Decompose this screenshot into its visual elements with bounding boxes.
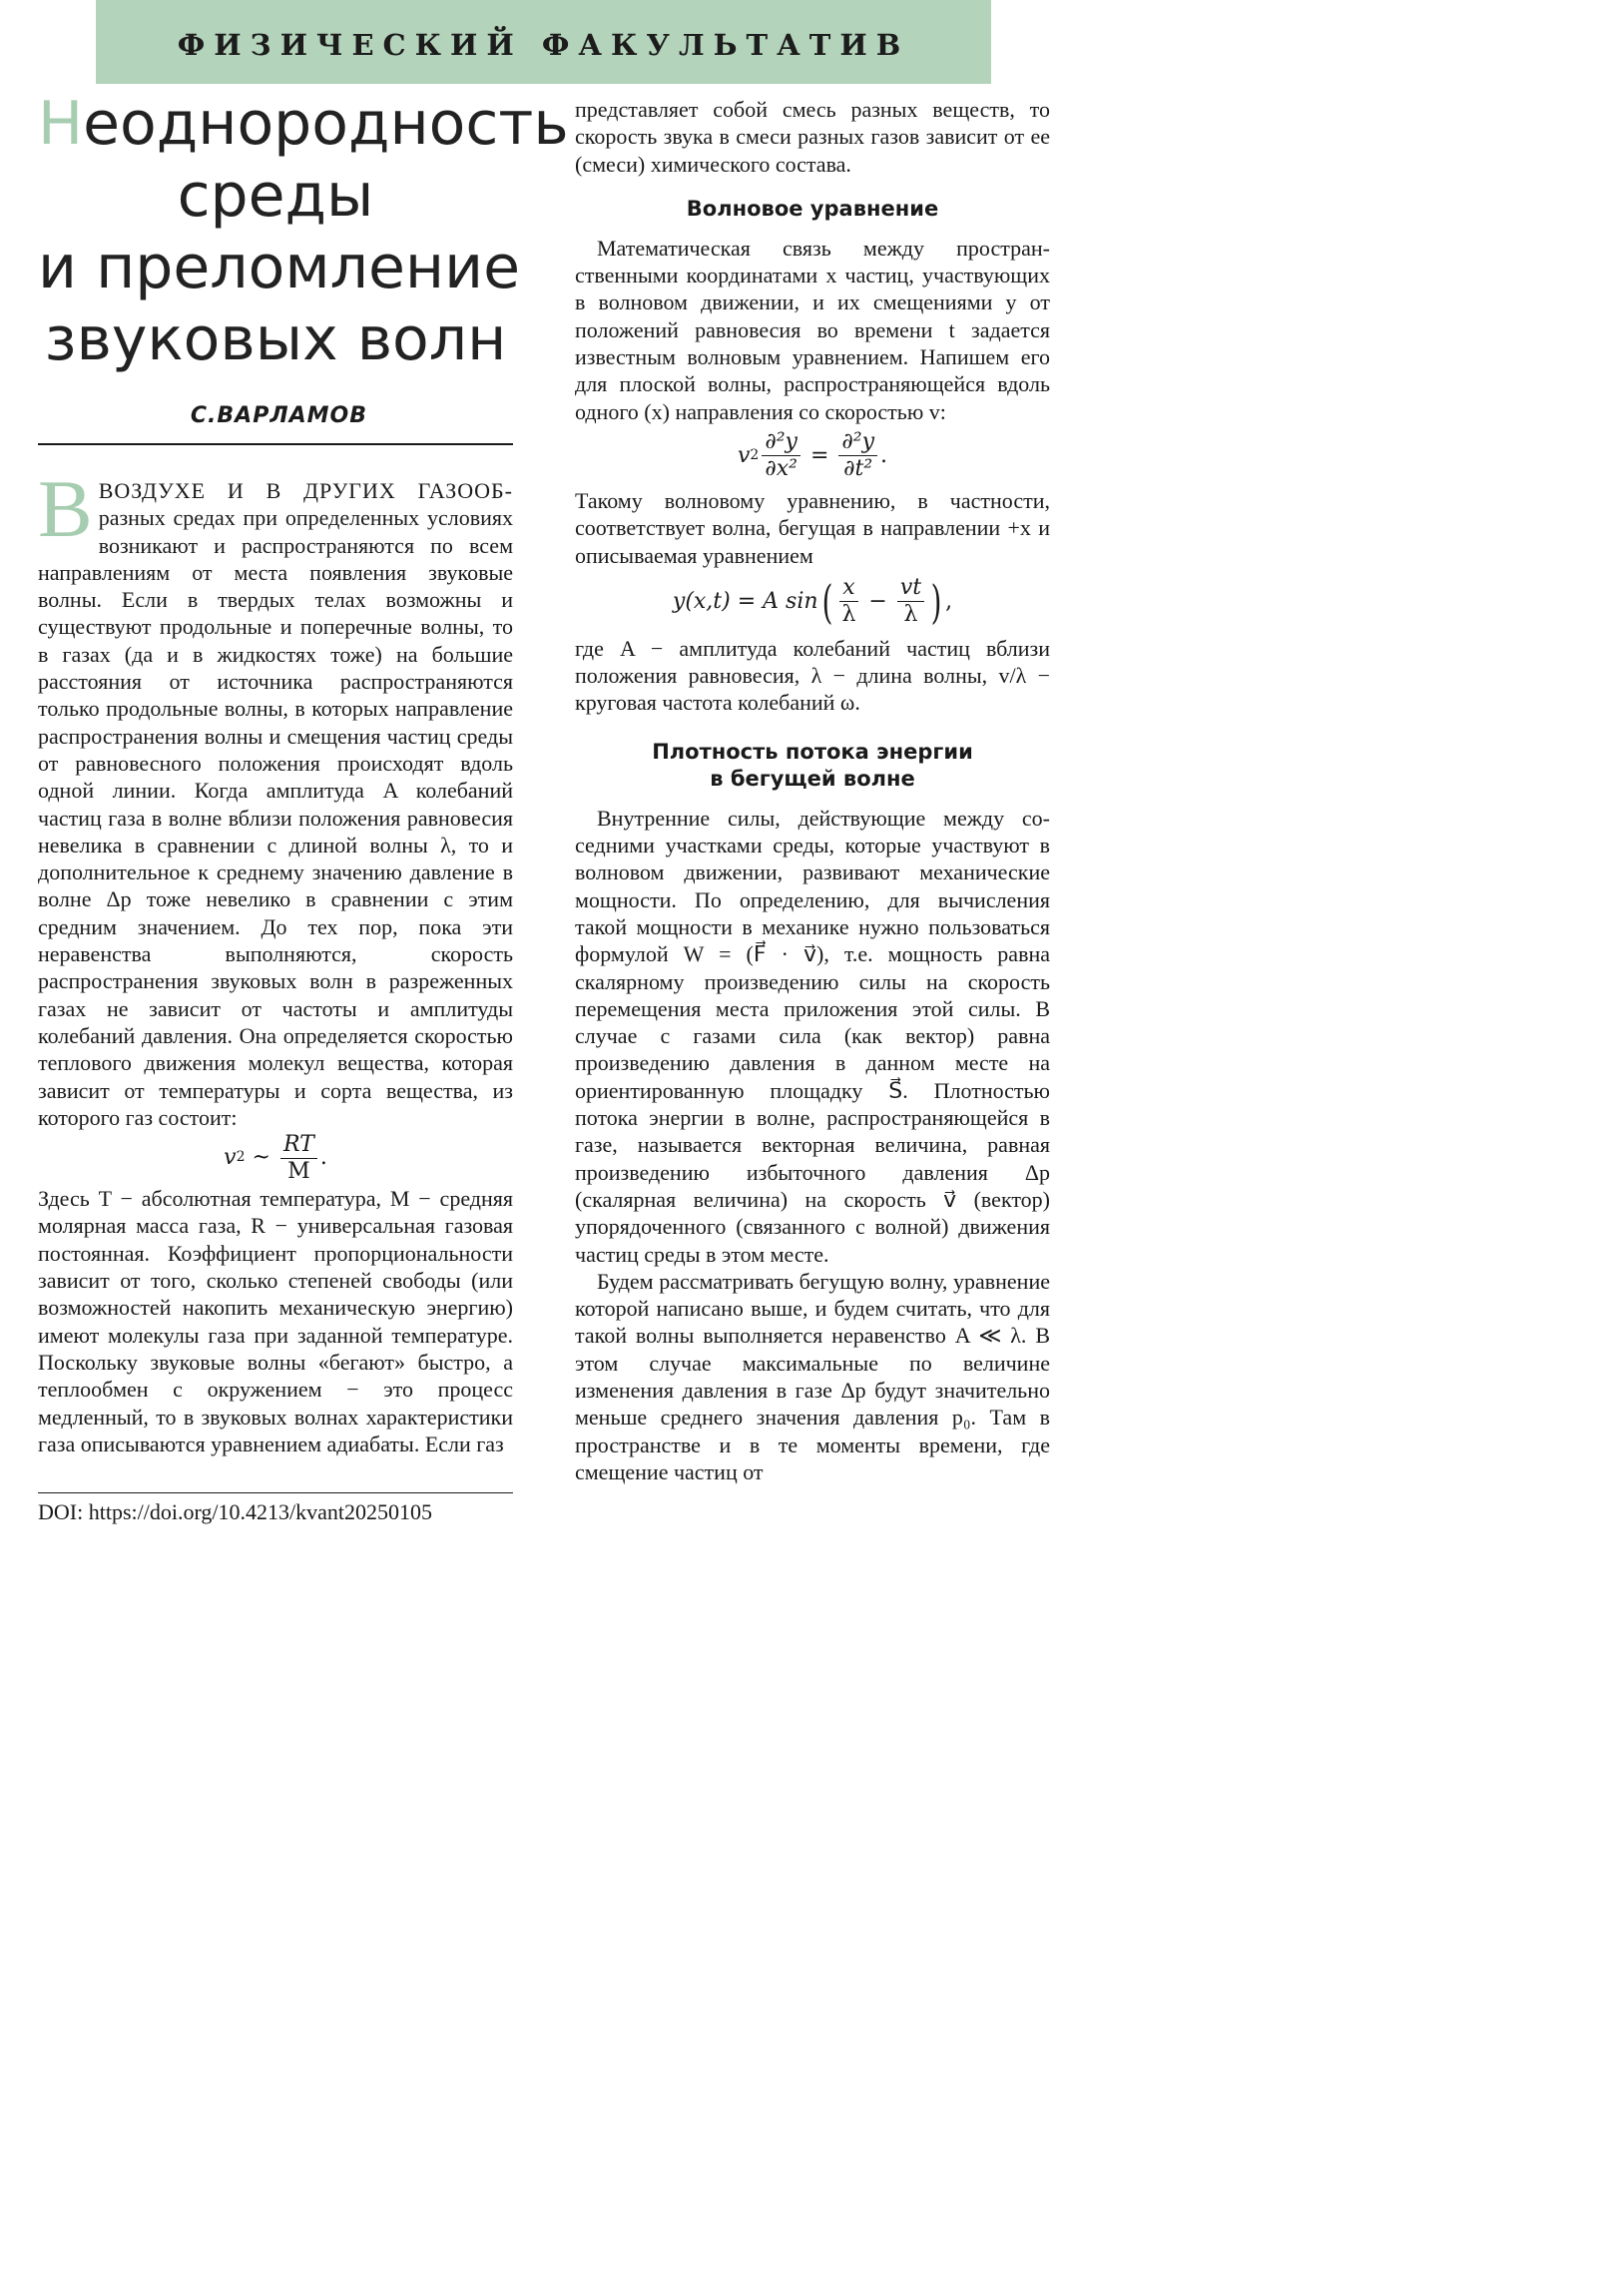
formula3-denominator-2: λ [903, 602, 918, 628]
title-line-4: звуковых волн [44, 304, 507, 374]
formula-wave-equation [575, 425, 1050, 487]
title-line-1 [38, 88, 569, 160]
formula2-end: . [880, 443, 888, 469]
heading-energy-flux-line-2: в бегущей волне [710, 766, 915, 791]
author-divider [38, 443, 513, 445]
formula2-lhs: v [737, 443, 751, 469]
formula-end: . [319, 1145, 327, 1171]
paragraph-wave-intro: Математическая связь между пространственными координатами x частиц, участвующих в волновом движении, и их смещениями y от положений равновесия во времени t задается известным волновым уравнением. Напишем его для плоской волны, распространяющейся вдоль одного (x) направления со скоростью v: [575, 235, 1050, 424]
formula3-end: , [945, 589, 953, 615]
paragraph-amplitude: где A − амплитуда колебаний частиц вблизи положения равновесия, λ − длина волны, v/λ − круговая частота колебаний ω. [575, 635, 1050, 716]
formula-sound-speed [38, 1131, 513, 1185]
formula-numerator: RT [280, 1132, 317, 1159]
formula3-fraction-1 [838, 575, 858, 628]
article-title [38, 88, 569, 375]
paragraph-2: Здесь T − абсолютная температура, M − средняя молярная масса газа, R − универсальная газовая постоянная. Коэффициент пропорциональности зависит от того, сколько степеней свободы (или возможностей накопить механическую энергию) имеют молекулы газа при заданной температуре. Поскольку звуковые волны «бегают» быстро, а теплообмен с окружением − это процесс медленный, то в звуковых волнах характеристики газа описываются уравнением адиабаты. Если газ [38, 1186, 513, 1456]
intro-paragraph [38, 463, 513, 1131]
formula3-numerator-1: x [839, 575, 857, 602]
formula2-numerator-2: ∂²y [838, 429, 877, 456]
heading-energy-flux [575, 739, 1050, 793]
paragraph-continued: представляет собой смесь разных веществ, то скорость звука в смеси разных газов зависит от ее (смеси) химического состава. [575, 97, 1050, 177]
formula2-numerator-1: ∂²y [762, 429, 800, 456]
formula3-left-paren: ( [821, 574, 832, 629]
formula2-fraction-2 [838, 429, 877, 482]
formula3-numerator-2: vt [897, 575, 924, 602]
article-author: С.ВАРЛАМОВ [190, 403, 367, 428]
footer-divider [38, 1492, 513, 1493]
section-banner [96, 0, 991, 84]
formula2-fraction-1 [762, 429, 800, 482]
title-line-3: и преломление [38, 233, 521, 302]
title-line-2: среды [177, 161, 374, 231]
formula-denominator: M [287, 1158, 310, 1184]
right-column [575, 96, 1050, 1485]
formula3-fraction-2 [897, 575, 924, 628]
formula3-lhs: y(x,t) = A sin [672, 589, 818, 615]
section-title: ФИЗИЧЕСКИЙ ФАКУЛЬТАТИВ [177, 28, 910, 62]
intro-text: разных средах при определенных условиях возникают и распространяются по всем направлениям от места появления звуковые волны. Если в твердых телах возможны и существуют продольные и поперечные волны, то в газах (да и в жидкостях тоже) на большие расстояния от источника распространяются только продольные волны, в которых направление распространения волны и смещения частиц среды от равновесного положения происходят вдоль одной линии. Когда амплитуда A колебаний частиц газа в волне вблизи положения равновесия невелика в сравнении с длиной волны λ, то и дополнительное к среднему значению давление в волне Δp тоже невелико в сравнении с этим средним значением. До тех пор, пока эти неравенства выполняются, скорость распространения звуковых волн в разреженных газах не зависит от частоты и амплитуды колебаний давления. Она определяется скоростью теплового движения молекул вещества, которая зависит от температуры и сорта вещества, из которого газ состоит: [38, 505, 513, 1130]
formula-fraction [280, 1132, 317, 1185]
formula-travelling-wave [575, 569, 1050, 635]
formula-operator: ~ [245, 1145, 277, 1171]
formula2-equals: = [802, 443, 836, 469]
drop-cap: В [38, 463, 93, 554]
formula3-right-paren: ) [930, 574, 942, 629]
title-line-1-rest: еоднородность [83, 89, 569, 159]
formula2-exponent: 2 [750, 447, 760, 464]
left-column [38, 463, 513, 1457]
formula3-denominator-1: λ [841, 602, 856, 628]
formula2-denominator-2: ∂t² [843, 456, 873, 482]
paragraph-wave-solution: Такому волновому уравнению, в частности, соответствует волна, бегущая в направлении +x и описываемая уравнением [575, 487, 1050, 568]
heading-energy-flux-line-1: Плотность потока энергии [652, 739, 973, 764]
heading-wave-equation: Волновое уравнение [686, 196, 939, 221]
intro-caps: ВОЗДУХЕ И В ДРУГИХ ГАЗООБ- [98, 478, 513, 503]
title-initial-letter: Н [38, 89, 84, 159]
formula-exponent: 2 [236, 1149, 246, 1166]
paragraph-energy-flux: Внутренние силы, действующие между соседними участками среды, которые участвуют в волновом движении, развивают механические мощности. По определению, для вычисления такой мощности в механике нужно пользоваться формулой W = (F⃗ · v⃗), т.е. мощность равна скалярному произведению силы на скорость перемещения места приложения этой силы. В случае с газами сила (как вектор) равна произведению давления в данном месте на ориентированную площадку S⃗. Плотностью потока энергии в волне, распространяющейся в газе, называется векторная величина, равная произведению избыточного давления Δp (скалярная величина) на скорость v⃗ (вектор) упорядоченного (связанного с волной) движения частиц среды в этом месте. [575, 805, 1050, 1267]
formula2-denominator-1: ∂x² [765, 456, 798, 482]
paragraph-travelling-wave: Будем рассматривать бегущую волну, уравнение которой написано выше, и будем считать, что для такой волны выполняется неравенство A ≪ λ. В этом случае максимальные по величине изменения давления в газе Δp будут значительно меньше среднего значения давления p₀. Там в пространстве и в те моменты времени, где смещение частиц от [575, 1268, 1050, 1484]
doi-link[interactable]: DOI: https://doi.org/10.4213/kvant20250105 [38, 1499, 432, 1524]
formula-lhs: v [224, 1145, 237, 1171]
formula3-minus: − [861, 589, 894, 615]
